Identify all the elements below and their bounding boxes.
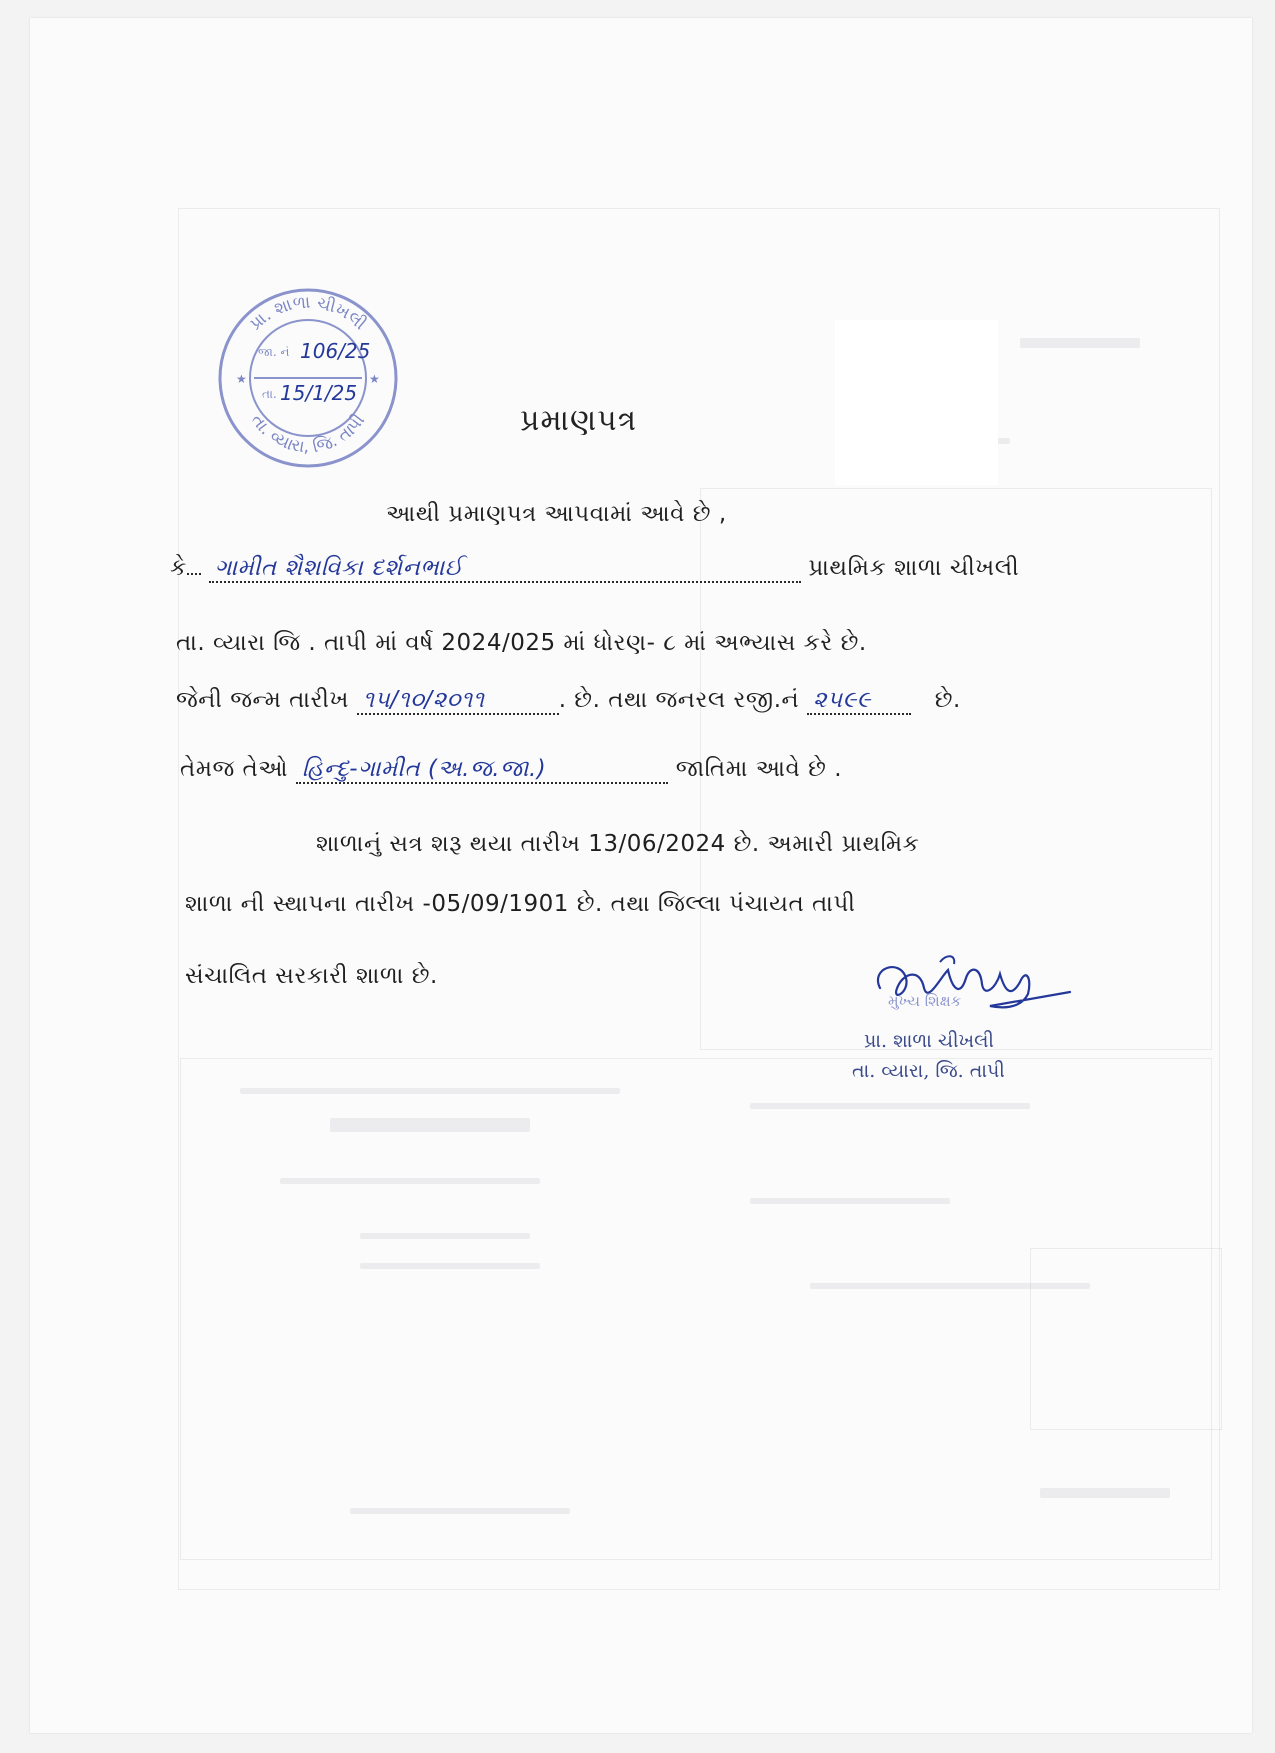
signature-school: પ્રા. શાળા ચીખલી (864, 1030, 994, 1052)
caste-line (180, 756, 842, 784)
birthdate-prefix: જેની જન્મ તારીખ (176, 687, 349, 713)
session-line: શાળાનું સત્ર શરૂ થયા તારીખ 13/06/2024 છે. અમારી પ્રાથમિક (316, 831, 920, 857)
star-icon: ★ (236, 372, 247, 386)
stamp-date-value: 15/1/25 (280, 381, 358, 405)
management-line: સંચાલિત સરકારી શાળા છે. (185, 963, 438, 989)
stamp-ring-top: પ્રા. શાળા ચીખલી (246, 292, 370, 335)
stamp-seal-icon (216, 286, 400, 470)
student-name-handwritten: ગામીત શૈશવિકા દર્શનભાઈ (209, 555, 801, 583)
document-title: પ્રમાણપત્ર (520, 403, 638, 438)
school-stamp (216, 286, 400, 470)
stamp-ring-bottom: તા. વ્યારા, જિ. તાપી (246, 410, 370, 458)
caste-handwritten: હિન્દુ-ગામીત (અ.જ.જા.) (296, 756, 668, 784)
class-line: તા. વ્યારા જિ . તાપી માં વર્ષ 2024/025 માં ધોરણ- ૮ માં અભ્યાસ કરે છે. (176, 630, 867, 656)
stamp-inward-label: જા. નં (258, 345, 290, 359)
establishment-line: શાળા ની સ્થાપના તારીખ -05/09/1901 છે. તથા જિલ્લા પંચાયત તાપી (185, 891, 856, 917)
student-name-line (170, 555, 1019, 583)
designation-stamp: મુખ્ય શિક્ષક (888, 992, 962, 1010)
star-icon: ★ (369, 372, 380, 386)
caste-prefix: તેમજ તેઓ (180, 756, 289, 782)
registration-number-handwritten: ૨૫૯૯ (807, 687, 911, 715)
stamp-date-label: તા. (262, 387, 277, 401)
birthdate-suffix: છે. (934, 687, 961, 713)
caste-suffix: જાતિમા આવે છે . (675, 756, 843, 782)
redacted-photo-area (835, 320, 998, 485)
name-prefix: કે (170, 555, 187, 581)
school-name: પ્રાથમિક શાળા ચીખલી (808, 555, 1020, 581)
birthdate-line (176, 687, 961, 715)
registration-label: . છે. તથા જનરલ રજી.નં (558, 687, 800, 713)
signature-location: તા. વ્યારા, જિ. તાપી (852, 1060, 1005, 1082)
birthdate-handwritten: ૧૫/૧૦/૨૦૧૧ (357, 687, 559, 715)
handwritten-signature-icon (870, 948, 1090, 1028)
signature-block (850, 948, 1070, 1082)
intro-line: આથી પ્રમાણપત્ર આપવામાં આવે છે , (386, 501, 727, 527)
certificate-sheet (30, 18, 1252, 1733)
stamp-inward-number: 106/25 (300, 339, 371, 363)
